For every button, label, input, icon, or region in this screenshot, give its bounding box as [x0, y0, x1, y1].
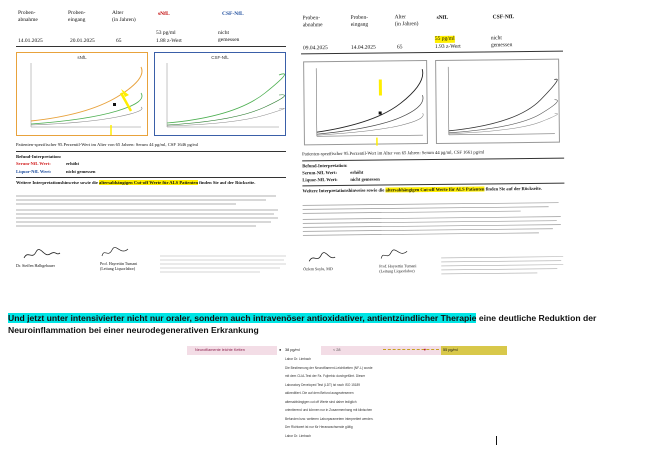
hinweis-post: finden Sie auf der Rückseite. [484, 185, 542, 192]
left-lab-report [8, 8, 292, 278]
hinweis-pre: Weitere Interpretationshinweise sowie die [302, 187, 386, 194]
chart-title: sNfL [77, 55, 87, 60]
csf-chart-right [435, 59, 560, 144]
percentile-curve-5 [317, 113, 424, 135]
percentile-curve-95 [316, 69, 423, 132]
percentile-curve-50 [449, 100, 558, 133]
col-header-snfl: sNfL [158, 11, 170, 17]
current-value-marker: ● [279, 348, 282, 352]
liquor-value: nicht gemessen [66, 169, 96, 174]
divider [16, 151, 286, 152]
snfl-z-value: 1.93 z-Wert [434, 43, 461, 50]
signature-2 [100, 246, 130, 260]
trend-bar [383, 349, 439, 351]
befund-title: Befund-Interpretation: [302, 162, 348, 169]
col-header-abnahme: Proben- abnahme [18, 10, 38, 23]
x-axis [449, 134, 555, 135]
snfl-chart-right [303, 60, 428, 145]
note-line: Labor Dr. Limbach [285, 357, 312, 361]
col-header-eingang: Proben- eingang [350, 14, 369, 28]
footer-fine-print [441, 255, 565, 280]
right-lab-report [295, 13, 570, 281]
note-line: akkreditiert. Die auf dem Befund ausgewiesenen [285, 391, 354, 395]
serum-label: Serum-NfL Wert: [16, 161, 51, 166]
signature-2 [379, 248, 409, 262]
csf-chart-left [154, 52, 286, 136]
signer-2: Prof. Hayrettin Tumani [100, 261, 138, 266]
footer-fine-print [160, 254, 288, 278]
liquor-value: nicht gemessen [350, 176, 380, 182]
note-line: Laboratory Developed Test (LDT) ist nach ISO 15189 [285, 383, 361, 387]
note-line: altersabhängigen cut off Werte sind daher lediglich [285, 400, 357, 404]
percentile-curve-5 [167, 108, 285, 126]
note-line: Der Richtwert ist nur für Heranwachsende gültig [285, 425, 353, 429]
divider [16, 46, 286, 47]
befund-title: Befund-Interpretation: [16, 154, 62, 159]
patient-marker [113, 103, 116, 106]
result-table [187, 346, 507, 446]
eingang-date: 20.01.2025 [70, 38, 95, 44]
note-line: Befunden bzw. weiteren Laborparametern interpretiert werden. [285, 417, 374, 421]
serum-label: Serum-NfL Wert: [302, 169, 338, 176]
percentile-curve-50 [167, 95, 285, 125]
previous-value: 55 pg/ml [443, 348, 458, 352]
signer-2-role: (Leitung Liquorlabor) [100, 266, 136, 271]
patient-marker [379, 112, 382, 115]
percentile-curve-95 [167, 74, 285, 123]
row-label: Neurofilamente leichte Ketten [195, 348, 245, 352]
abnahme-date: 14.01.2025 [18, 38, 43, 44]
percentile-curve-95 [448, 79, 557, 131]
percentile-curve-50 [316, 95, 423, 134]
caption-rest: eine deutliche Reduktion der Neuroinflammation bei einer neurodegenerativen Erkrankung [8, 313, 597, 335]
divider [302, 158, 564, 162]
text-cursor [496, 436, 497, 445]
signer-2-role: (Leitung Liquorlabor) [379, 268, 415, 274]
percentile-curve-5 [449, 114, 558, 134]
note-line: Die Bestimmung der Neurofilament-Leichtketten (NF-L) wurde [285, 366, 373, 370]
fine-print-lines [16, 194, 286, 244]
age-value: 65 [396, 44, 403, 51]
col-header-alter: Alter (in Jahren) [112, 10, 136, 23]
hinweis-post: finden Sie auf der Rückseite. [198, 180, 256, 185]
note-line: mit dem CLIA-Test der Fa. Fujirebio durchgeführt. Dieser [285, 374, 366, 378]
snfl-curves [17, 53, 149, 137]
csf-curves [155, 53, 287, 137]
signer-2: Prof. Hayrettin Tumani [379, 263, 417, 269]
snfl-value: 53 pg/ml [156, 30, 176, 36]
serum-value: erhöht [350, 169, 364, 175]
chart-title: CSF-NfL [211, 55, 229, 60]
divider [16, 177, 286, 178]
trend-marker: ▼ [423, 348, 427, 352]
serum-value: erhöht [66, 161, 80, 166]
hinweis-text [16, 180, 256, 185]
hinweis-pre: Weitere Interpretationshinweise sowie die [16, 180, 100, 185]
snfl-z-value: 1.88 z-Wert [156, 38, 182, 44]
csf-curves [436, 60, 561, 145]
percentile-text: Patienten-spezifischer 95.Perzentil-Wert im Alter von 65 Jahren: Serum 44 pg/ml, CSF 1646 pg/ml [16, 142, 199, 147]
col-header-alter: Alter (in Jahren) [394, 14, 419, 27]
signature-1 [22, 248, 62, 262]
col-header-abnahme: Proben- abnahme [302, 15, 323, 28]
signer-1: Özlem Soylu, MD [303, 266, 333, 272]
snfl-chart-left [16, 52, 148, 136]
hinweis-highlight: altersabhängigen Cut-off Werte für ALS Patienten [99, 180, 199, 185]
fine-print-lines [303, 201, 566, 254]
x-axis [317, 135, 423, 136]
caption-highlight: Und jetzt unter intensivierter nicht nur oraler, sondern auch intravenöser antioxidativer, antientzündlicher Therapie [8, 313, 477, 323]
abnahme-date: 09.04.2025 [302, 45, 328, 52]
snfl-curves [304, 61, 429, 146]
note-line: Labor Dr. Limbach [285, 434, 312, 438]
csf-value: nicht gemessen [218, 30, 240, 43]
current-value: 38 pg/ml [285, 348, 300, 352]
col-header-csf: CSF-NfL [222, 11, 244, 17]
col-header-eingang: Proben- eingang [68, 10, 86, 23]
y-axis [448, 67, 449, 135]
col-header-snfl: sNfL [436, 14, 449, 21]
caption-text [8, 312, 644, 336]
csf-value: nicht gemessen [490, 35, 513, 48]
snfl-value: 55 pg/ml [434, 35, 455, 42]
note-line: orientierend und können nur in Zusammenhang mit klinischen [285, 408, 373, 412]
reference-value: < 28 [333, 348, 341, 352]
table-row [187, 346, 507, 355]
percentile-text: Patienten-spezifischer 95.Perzentil-Wert im Alter von 65 Jahren: Serum 44 pg/ml, CSF 1661 pg/ml [302, 149, 485, 157]
divider [301, 51, 563, 55]
signer-1: Dr. Steffen Halbgebauer [16, 263, 55, 268]
liquor-label: Liquor-NfL Wert: [16, 169, 52, 174]
y-axis [316, 68, 317, 136]
age-value: 65 [116, 38, 122, 44]
eingang-date: 14.04.2025 [350, 44, 376, 51]
signature-1 [307, 251, 343, 265]
hinweis-text [302, 186, 546, 194]
hinweis-highlight: altersabhängigen Cut-off Werte für ALS Patienten [385, 186, 485, 193]
col-header-csf: CSF-NfL [492, 14, 515, 21]
liquor-label: Liquor-NfL Wert: [302, 176, 338, 183]
